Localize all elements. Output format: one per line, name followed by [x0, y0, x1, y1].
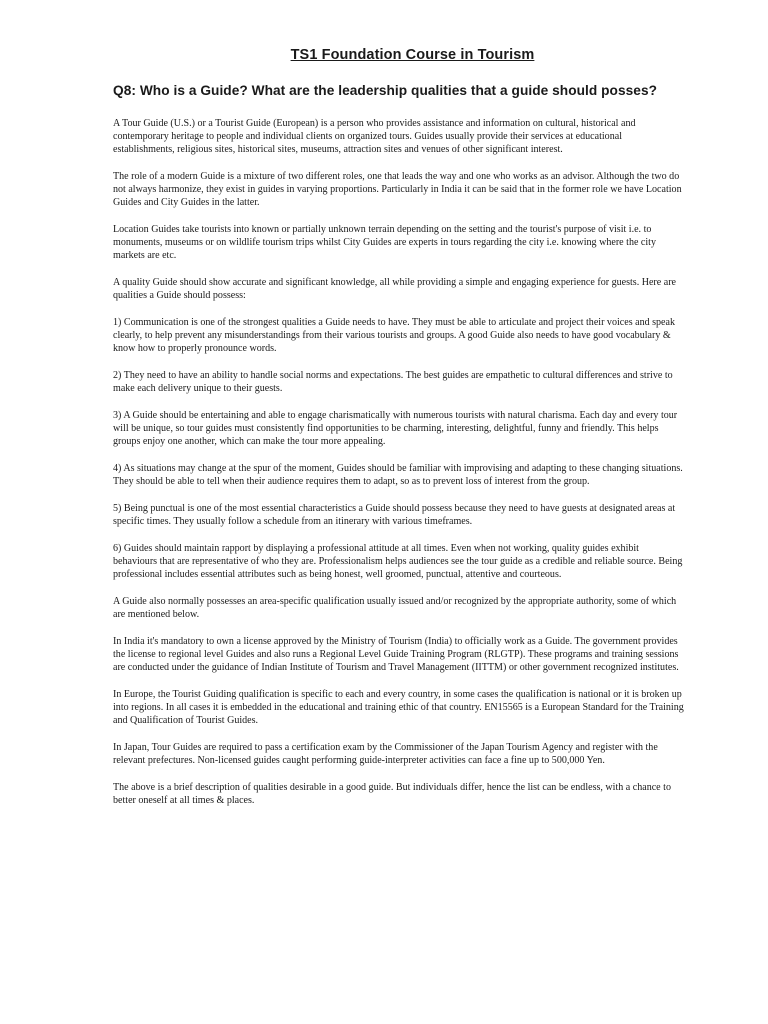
paragraph-quality-5: 5) Being punctual is one of the most essential characteristics a Guide should possess because they need to have guests at designated areas at specific times. They usually follow a schedule from an itinerary with various timeframes. — [113, 503, 676, 528]
paragraph-qualities-intro: A quality Guide should show accurate and significant knowledge, all while providing a simple and engaging experience for guests. Here are qualities a Guide should possess: — [113, 277, 677, 302]
paragraph-quality-3: 3) A Guide should be entertaining and able to engage charismatically with numerous tourists with natural charisma. Each day and every tour will be unique, so tour guides must consistently find opportunities to be charming, interesting, delightful, funny and friendly. This helps groups enjoy one another, which can make the tour more appealing. — [113, 410, 678, 448]
paragraph-quality-6: 6) Guides should maintain rapport by displaying a professional attitude at all times. Even when not working, quality guides exhibit behaviours that are representative of who they are. Professionalism helps audiences see the tour guide as a credible and reliable source. Being professional includes essential attributes such as being honest, well groomed, punctual, attentive and courteous. — [113, 542, 683, 581]
paragraph-qualification: A Guide also normally possesses an area-specific qualification usually issued and/or recognized by the appropriate authority, some of which are mentioned below. — [113, 596, 677, 621]
paragraph-quality-2: 2) They need to have an ability to handle social norms and expectations. The best guides are empathetic to cultural differences and strive to make each delivery unique to their guests. — [113, 370, 673, 395]
paragraph-quality-4: 4) As situations may change at the spur of the moment, Guides should be familiar with improvising and adapting to these changing situations. They should be able to tell when their audience requires them to adapt, so as to prevent loss of interest from the group. — [113, 463, 683, 488]
paragraph-role: The role of a modern Guide is a mixture of two different roles, one that leads the way and one who works as an advisor. Although the two do not always harmonize, they exist in guides in varying proportions. Particularly in India it can be said that in the former role we have Location Guides and City Guides in the latter. — [113, 171, 682, 209]
paragraph-japan: In Japan, Tour Guides are required to pass a certification exam by the Commissioner of the Japan Tourism Agency and register with the relevant prefectures. Non-licensed guides caught performing guide-interpreter activities can face a fine up to 500,000 Yen. — [113, 742, 658, 767]
body-text — [113, 117, 684, 807]
paragraph-intro: A Tour Guide (U.S.) or a Tourist Guide (European) is a person who provides assistance and information on cultural, historical and contemporary heritage to people and individual clients on organized tours. Guides usually provide their services at educational establishments, religious sites, historical sites, museums, attraction sites and venues of other significant interest. — [113, 118, 636, 156]
paragraph-india: In India it's mandatory to own a license approved by the Ministry of Tourism (India) to officially work as a Guide. The government provides the license to regional level Guides and also runs a Regional Level Guide Training Program (RLGTP). These programs and training sessions are conducted under the guidance of Indian Institute of Tourism and Travel Management (IITTM) or other government recognized institutes. — [113, 635, 679, 674]
paragraph-conclusion: The above is a brief description of qualities desirable in a good guide. But individuals differ, hence the list can be endless, with a chance to better oneself at all times & places. — [113, 781, 671, 807]
paragraph-europe: In Europe, the Tourist Guiding qualification is specific to each and every country, in some cases the qualification is national or it is broken up into regions. In all cases it is embedded in the educational and training ethic of that country. EN15565 is a European Standard for the Training and Qualification of Tourist Guides. — [113, 688, 684, 727]
paragraph-location-guides: Location Guides take tourists into known or partially unknown terrain depending on the setting and the tourist's purpose of visit i.e. to monuments, museums or on wildlife tourism trips whilst City Guides are experts in tours regarding the city i.e. knowing where the city markets are etc. — [113, 224, 656, 262]
question-heading: Q8: Who is a Guide? What are the leadership qualities that a guide should posses? — [113, 83, 658, 98]
document-title: TS1 Foundation Course in Tourism — [290, 47, 535, 63]
paragraph-quality-1: 1) Communication is one of the strongest qualities a Guide needs to have. They must be able to articulate and project their voices and speak clearly, to help prevent any misunderstandings from their various tourists and groups. A good Guide also needs to have good vocabulary & know how to properly pronounce words. — [113, 317, 676, 355]
